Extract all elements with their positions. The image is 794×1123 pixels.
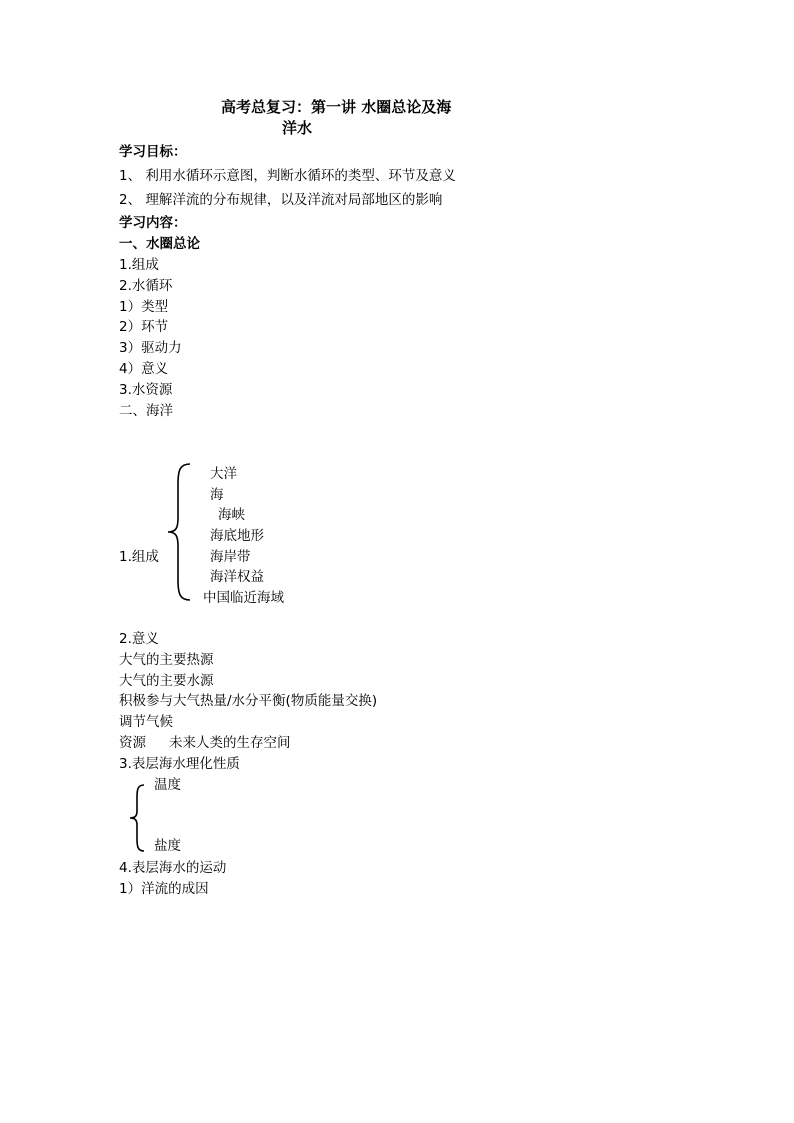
content-heading: 学习内容： <box>119 215 187 231</box>
composition-item-ocean: 大洋 <box>210 466 237 482</box>
significance-item-water-source: 大气的主要水源 <box>119 673 214 689</box>
composition-item-strait: 海峡 <box>218 507 245 523</box>
composition-item-china-seas: 中国临近海域 <box>203 590 284 606</box>
section1-item-links: 2）环节 <box>119 319 169 335</box>
goals-heading: 学习目标： <box>119 144 187 160</box>
properties-item-salinity: 盐度 <box>154 838 181 854</box>
section1-item-driving-force: 3）驱动力 <box>119 340 182 356</box>
composition-label: 1.组成 <box>119 549 159 565</box>
composition-item-seabed-landform: 海底地形 <box>210 528 264 544</box>
goal-item-1: 1、 利用水循环示意图，判断水循环的类型、环节及意义 <box>119 168 456 184</box>
composition-item-marine-rights: 海洋权益 <box>210 569 264 585</box>
composition-item-sea: 海 <box>210 487 224 503</box>
motion-label: 4.表层海水的运动 <box>119 860 227 876</box>
section1-item-composition: 1.组成 <box>119 257 159 273</box>
composition-brace <box>166 462 196 602</box>
section1-item-water-resources: 3.水资源 <box>119 382 173 398</box>
properties-item-temperature: 温度 <box>154 777 181 793</box>
page-title-line2: 洋水 <box>282 119 313 137</box>
page-title-line1: 高考总复习：第一讲 水圈总论及海 <box>221 98 452 116</box>
section2-heading: 二、海洋 <box>119 403 173 419</box>
goal-item-2: 2、 理解洋流的分布规律，以及洋流对局部地区的影响 <box>119 192 443 208</box>
significance-item-climate: 调节气候 <box>119 714 173 730</box>
composition-item-coastal-zone: 海岸带 <box>210 549 251 565</box>
motion-item-current-causes: 1）洋流的成因 <box>119 881 209 897</box>
section1-item-water-cycle: 2.水循环 <box>119 278 173 294</box>
section1-item-significance: 4）意义 <box>119 361 169 377</box>
properties-brace <box>128 783 148 853</box>
section1-heading: 一、水圈总论 <box>119 236 200 252</box>
significance-resource-label: 资源 <box>119 735 146 751</box>
significance-item-heat-source: 大气的主要热源 <box>119 652 214 668</box>
section1-item-types: 1）类型 <box>119 299 169 315</box>
significance-resource-text: 未来人类的生存空间 <box>169 735 291 751</box>
significance-item-balance: 积极参与大气热量/水分平衡(物质能量交换) <box>119 693 378 709</box>
significance-label: 2.意义 <box>119 631 159 647</box>
properties-label: 3.表层海水理化性质 <box>119 756 240 772</box>
